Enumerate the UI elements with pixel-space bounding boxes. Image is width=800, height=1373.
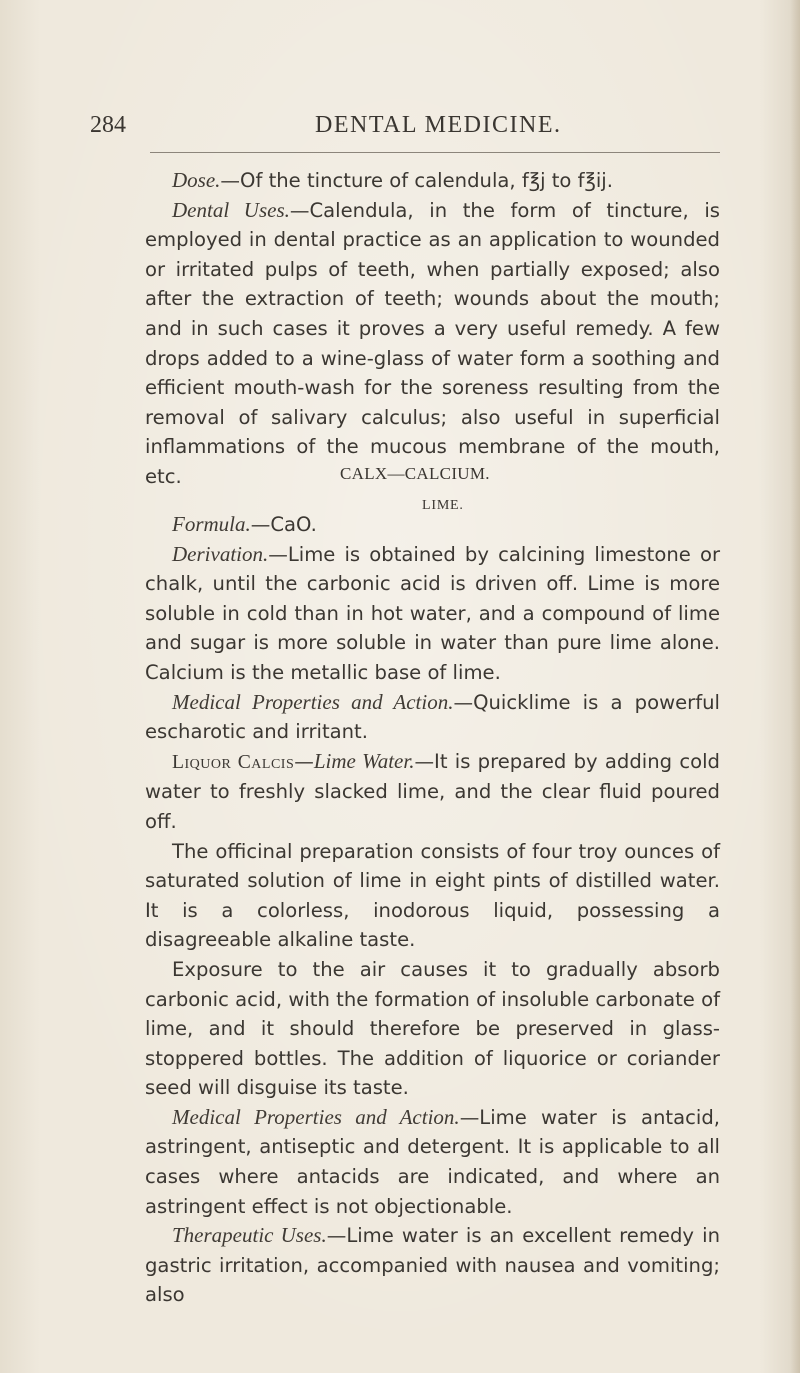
therapeutic-uses-label: Therapeutic Uses. [172, 1223, 327, 1248]
medical-properties-2-text: —Lime water is antacid, astringent, antiseptic and detergent. It is applicable to all cases where antacids are indicated, and where an astringent effect is not objectionable. [145, 1105, 720, 1218]
liquor-calcis-text: —It is prepared by adding cold water to freshly slacked lime, and the clear fluid poured off. [145, 749, 720, 833]
section-heading-calx: CALX—CALCIUM. [340, 464, 490, 483]
dose-label: Dose. [172, 168, 221, 192]
medical-properties-paragraph [145, 688, 720, 747]
dose-text: —Of the tincture of calendula, f℥j to f℥ij. [220, 169, 613, 192]
running-title: DENTAL MEDICINE. [315, 112, 562, 138]
page-edge-shadow [790, 0, 800, 1373]
liquor-calcis-name: Liquor Calcis [172, 751, 295, 773]
derivation-text: —Lime is obtained by calcining limestone or chalk, until the carbonic acid is driven off. Lime is more soluble in cold than in hot water, and a compound of lime and sugar is more soluble in water than pure lime alone. Calcium is the metallic base of lime. [145, 542, 720, 684]
therapeutic-uses-text: —Lime water is an excellent remedy in gastric irritation, accompanied with nausea and vomiting; also [145, 1224, 720, 1307]
medical-properties-2-label: Medical Properties and Action. [172, 1104, 460, 1129]
liquor-calcis-paragraph [145, 747, 720, 837]
section-subheading-lime: LIME. [422, 498, 464, 513]
liquor-dash: — [294, 749, 314, 773]
lime-water-label: Lime Water. [313, 748, 415, 773]
calx-section [145, 510, 720, 1310]
dental-uses-label: Dental Uses. [172, 197, 290, 222]
medical-properties-label: Medical Properties and Action. [172, 689, 454, 714]
officinal-paragraph: The officinal preparation consists of four troy ounces of saturated solution of lime in eight pints of distilled water. It is a colorless, inodorous liquid, possessing a disagreeable alkaline taste. [145, 839, 720, 952]
medical-properties-2-paragraph [145, 1103, 720, 1221]
page-header [90, 112, 720, 142]
calendula-section [145, 166, 720, 492]
page-number: 284 [90, 112, 126, 138]
formula-text: —CaO. [250, 513, 317, 536]
exposure-paragraph: Exposure to the air causes it to gradually absorb carbonic acid, with the formation of insoluble carbonate of lime, and it should therefore be preserved in glass-stoppered bottles. The addition of liquorice or coriander seed will disguise its taste. [145, 957, 720, 1100]
dose-paragraph [145, 166, 720, 196]
header-rule [150, 152, 720, 153]
dental-uses-paragraph [145, 196, 720, 492]
formula-paragraph [145, 510, 720, 540]
dental-uses-text: —Calendula, in the form of tincture, is employed in dental practice as an application to wounded or irritated pulps of teeth, when partially exposed; also after the extraction of teeth; wounds about the mouth; and in such cases it proves a very useful remedy. A few drops added to a wine-glass of water form a soothing and efficient mouth-wash for the soreness resulting from the removal of salivary calculus; also useful in superficial inflammations of the mucous membrane of the mouth, etc. [145, 198, 720, 488]
derivation-paragraph [145, 540, 720, 688]
medical-properties-text: —Quicklime is a powerful escharotic and irritant. [145, 690, 720, 744]
formula-label: Formula. [172, 512, 251, 536]
derivation-label: Derivation. [172, 541, 269, 566]
therapeutic-uses-paragraph [145, 1221, 720, 1310]
